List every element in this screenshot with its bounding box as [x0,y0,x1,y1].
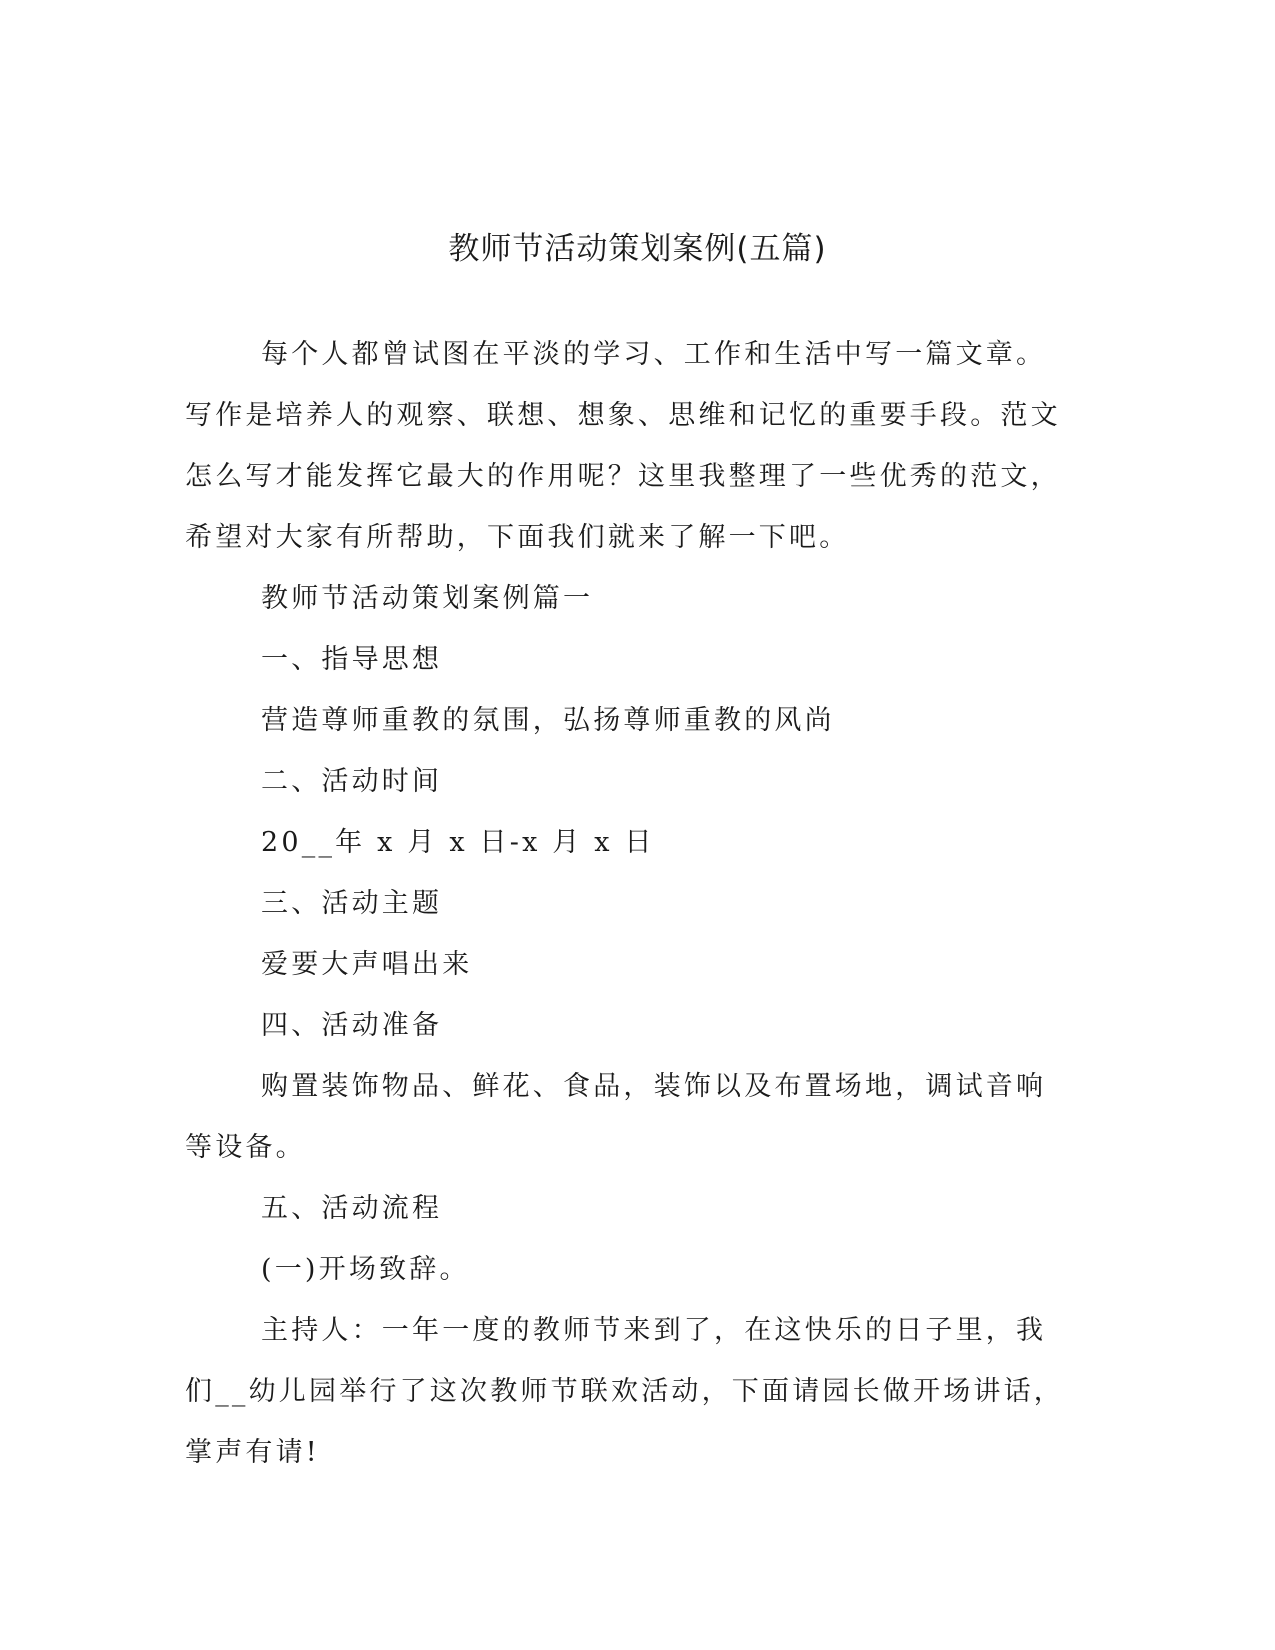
document-body [185,324,1070,1483]
document-title: 教师节活动策划案例(五篇) [448,230,827,267]
activity-time-text: 20__年 x 月 x 日-x 月 x 日 [261,827,655,858]
heading-activity-preparation: 四、活动准备 [261,1010,443,1041]
heading-activity-theme: 三、活动主题 [261,888,443,919]
section-heading-case-one: 教师节活动策划案例篇一 [261,583,594,614]
heading-guiding-ideology: 一、指导思想 [261,644,443,675]
heading-activity-time: 二、活动时间 [261,766,443,797]
activity-preparation-text: 购置装饰物品、鲜花、食品，装饰以及布置场地，调试音响等设备。 [185,1071,1047,1163]
host-speech-text: 主持人：一年一度的教师节来到了，在这快乐的日子里，我们__幼儿园举行了这次教师节联欢活动，下面请园长做开场讲话，掌声有请! [185,1315,1064,1468]
intro-paragraph: 每个人都曾试图在平淡的学习、工作和生活中写一篇文章。写作是培养人的观察、联想、想象、思维和记忆的重要手段。范文怎么写才能发挥它最大的作用呢？这里我整理了一些优秀的范文，希望对大家有所帮助，下面我们就来了解一下吧。 [185,339,1061,553]
opening-speech-heading: (一)开场致辞。 [261,1254,470,1285]
activity-theme-text: 爱要大声唱出来 [261,949,473,980]
heading-activity-process: 五、活动流程 [261,1193,443,1224]
guiding-ideology-text: 营造尊师重教的氛围，弘扬尊师重教的风尚 [261,705,835,736]
